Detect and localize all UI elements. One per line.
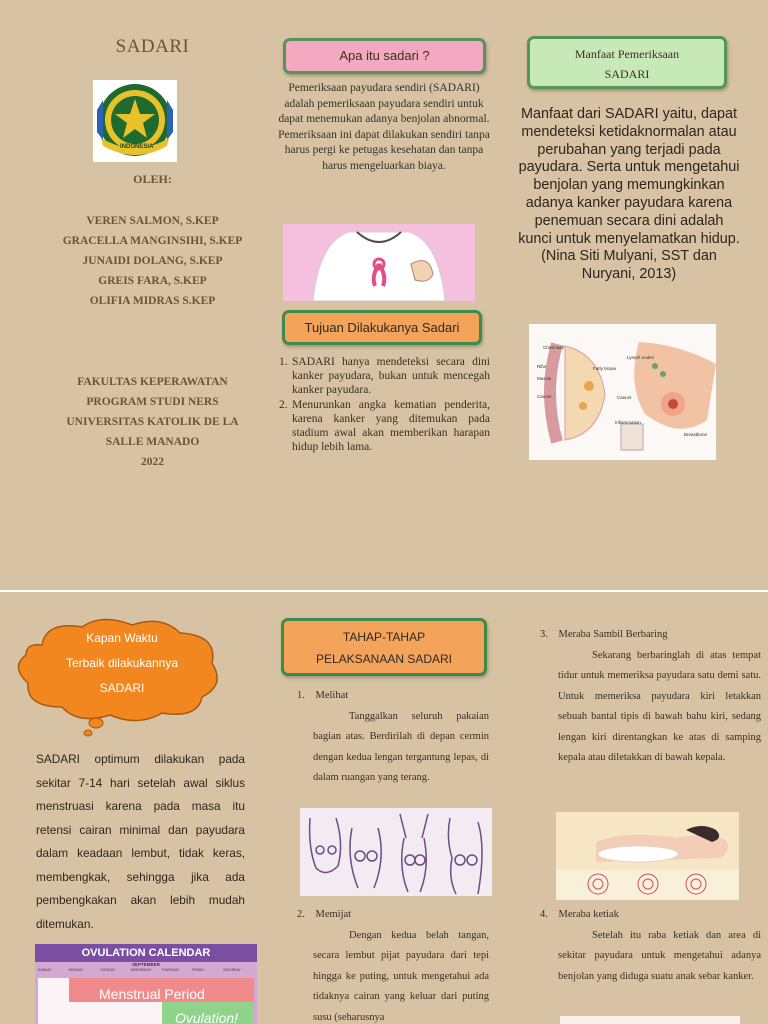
calendar-label: Menstrual Period bbox=[99, 986, 205, 1002]
step-number: 3. bbox=[540, 629, 548, 640]
list-item: 1. SADARI hanya mendeteksi secara dini kanker payudara, bukan untuk mencegah kanker payudara. bbox=[279, 356, 490, 396]
diagram-label: Cancer bbox=[617, 395, 632, 400]
step-title: Meraba ketiak bbox=[558, 909, 619, 920]
step-number: 4. bbox=[540, 909, 548, 920]
heading-line: SADARI bbox=[604, 67, 650, 81]
mirror-poses-illustration bbox=[300, 808, 492, 896]
institution-line: PROGRAM STUDI NERS bbox=[86, 396, 219, 408]
diagram-label: Inflammation bbox=[615, 420, 641, 425]
calendar-label: Ovulation! bbox=[175, 1010, 239, 1024]
calendar-day: MONDAY bbox=[68, 968, 84, 972]
heading-line: TAHAP-TAHAP bbox=[342, 630, 426, 644]
institution-line: UNIVERSITAS KATOLIK DE LA bbox=[66, 416, 239, 428]
page-divider bbox=[0, 590, 768, 592]
calendar-day: TUESDAY bbox=[99, 968, 116, 972]
author: JUNAIDI DOLANG, S.KEP bbox=[82, 255, 223, 267]
lying-examination-illustration bbox=[556, 812, 739, 900]
calendar-title: OVULATION CALENDAR bbox=[35, 944, 257, 962]
goal-text: SADARI hanya mendeteksi secara dini kanker payudara, bukan untuk mencegah kanker payudara. bbox=[292, 356, 490, 396]
calendar-day: FRIDAY bbox=[192, 968, 205, 972]
heading-line: Manfaat Pemeriksaan bbox=[574, 47, 680, 61]
diagram-label: Lymph nodes bbox=[627, 355, 654, 360]
calendar-day: THURSDAY bbox=[161, 968, 180, 972]
author: OLIFIA MIDRAS S.KEP bbox=[89, 295, 216, 307]
by-label: OLEH: bbox=[133, 172, 172, 186]
authors-list bbox=[30, 211, 275, 311]
step-4 bbox=[540, 905, 762, 987]
calendar-day: SUNDAY bbox=[38, 968, 52, 972]
goal-text: Menurunkan angka kematian penderita, karena kanker yang ditemukan pada stadium awal akan memberikan harapan hidup lebih lama. bbox=[292, 399, 490, 453]
author: GREIS FARA, S.KEP bbox=[98, 275, 207, 287]
cover-panel bbox=[30, 0, 275, 590]
diagram-label: Ribs bbox=[537, 364, 547, 369]
heading-text: Tujuan Dilakukanya Sadari bbox=[304, 320, 460, 335]
calendar-day: WEDNESDAY bbox=[130, 968, 152, 972]
brochure-title: SADARI bbox=[115, 36, 190, 57]
step-body: Setelah itu raba ketiak dan area di sekitar payudara untuk mengetahui adanya benjolan yang diduga suatu anak sebar kanker. bbox=[558, 929, 761, 982]
heading-text: Apa itu sadari ? bbox=[339, 48, 430, 63]
institution-line: 2022 bbox=[141, 456, 164, 468]
ovulation-calendar bbox=[35, 944, 257, 1024]
institution-line: SALLE MANADO bbox=[105, 436, 200, 448]
steps-heading bbox=[281, 618, 487, 676]
school-logo bbox=[93, 80, 177, 162]
calendar-day: SATURDAY bbox=[223, 968, 241, 972]
cloud-line: SADARI bbox=[99, 681, 145, 695]
goals-list bbox=[279, 355, 490, 454]
cloud-line: Terbaik dilakukannya bbox=[65, 656, 179, 670]
step-body: Tanggalkan seluruh pakaian bagian atas. Berdirilah di depan cermin dengan kedua lengan tergantung lepas, di dalam ruangan yang terang. bbox=[313, 710, 489, 783]
step-1 bbox=[297, 686, 489, 789]
breast-anatomy-diagram bbox=[529, 324, 716, 460]
cloud-line: Kapan Waktu bbox=[86, 631, 158, 645]
diagram-label: Fatty tissue bbox=[593, 366, 617, 371]
calendar-month: SEPTEMBER bbox=[131, 962, 160, 967]
when-cloud bbox=[12, 615, 226, 737]
diagram-label: Cancer bbox=[537, 394, 552, 399]
heading-line: PELAKSANAAN SADARI bbox=[315, 652, 453, 666]
pink-ribbon-illustration bbox=[283, 224, 475, 301]
step-number: 1. bbox=[297, 690, 305, 701]
author: VEREN SALMON, S.KEP bbox=[86, 215, 219, 227]
logo-bottom-text: INDONESIA bbox=[120, 144, 154, 150]
step-title: Melihat bbox=[315, 690, 349, 701]
goals-heading bbox=[282, 310, 482, 345]
step-number: 2. bbox=[297, 909, 305, 920]
what-is-sadari-heading bbox=[283, 38, 486, 74]
diagram-label: Chest wall bbox=[543, 345, 564, 350]
armpit-illustration-partial bbox=[560, 1016, 740, 1024]
step-body: Sekarang berbaringlah di atas tempat tidur untuk memeriksa payudara satu demi satu. Untuk memeriksa payudara kiri letakkan sebuah bantal tipis di bawah bahu kiri, sedang lengan kiri direntangkan ke atas di samping kepala atau diletakkan di bawah kepala. bbox=[558, 649, 761, 763]
benefits-heading bbox=[527, 36, 727, 89]
step-3 bbox=[540, 625, 762, 769]
step-body: Dengan kedua belah tangan, secara lembut pijat payudara dari tepi hingga ke puting, untuk mengetahui ada tidaknya cairan yang keluar dari puting susu (seharusnya bbox=[313, 929, 489, 1023]
institution-line: FAKULTAS KEPERAWATAN bbox=[77, 376, 228, 388]
timing-text: SADARI optimum dilakukan pada sekitar 7-14 hari setelah awal siklus menstruasi karena pada masa itu retensi cairan minimal dan payudara dalam keadaan lembut, tidak keras, membengkak, sehingga jika ada pembengkakan akan lebih mudah ditemukan. bbox=[36, 752, 245, 931]
diagram-label: Muscle bbox=[537, 376, 552, 381]
definition-text: Pemeriksaan payudara sendiri (SADARI) adalah pemeriksaan payudara sendiri untuk dapat menemukan adanya benjolan abnormal. Pemeriksaan ini dapat dilakukan sendiri tanpa harus pergi ke petugas kesehatan dan tanpa harus mengeluarkan biaya. bbox=[278, 82, 490, 172]
list-item: 2. Menurunkan angka kematian penderita, karena kanker yang ditemukan pada stadium awal akan memberikan harapan hidup lebih lama. bbox=[279, 399, 490, 453]
institution bbox=[30, 372, 275, 472]
step-title: Memijat bbox=[315, 909, 352, 920]
step-2 bbox=[297, 905, 489, 1024]
diagram-label: Breastbone bbox=[684, 432, 708, 437]
step-title: Meraba Sambil Berbaring bbox=[558, 629, 668, 640]
benefits-text: Manfaat dari SADARI yaitu, dapat mendeteksi ketidaknormalan atau perubahan yang terjadi pada payudara. Serta untuk mengetahui benjolan yang memungkinkan adanya kanker payudara karena penemuan secara dini adalah kunci untuk menyelamatkan hidup. (Nina Siti Mulyani, SST dan Nuryani, 2013) bbox=[518, 106, 740, 283]
author: GRACELLA MANGINSIHI, S.KEP bbox=[62, 235, 243, 247]
